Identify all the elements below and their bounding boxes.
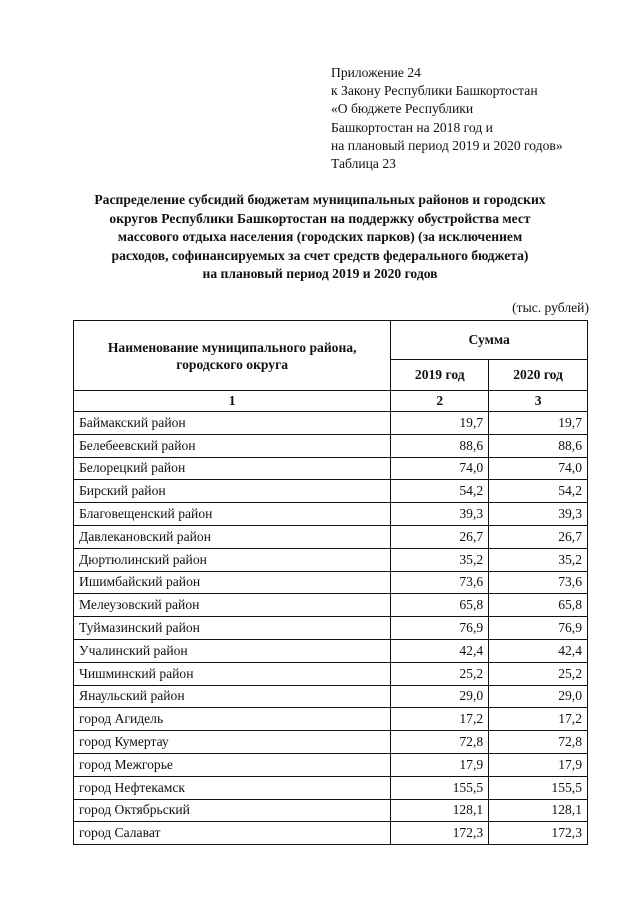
row-value-2020: 88,6 (489, 434, 588, 457)
appendix-line: Башкортостан на 2018 год и (331, 119, 493, 135)
appendix-line: к Закону Республики Башкортостан (331, 83, 538, 99)
table-row (74, 412, 588, 435)
header-year-2019: 2019 год (391, 360, 489, 391)
row-name: город Нефтекамск (74, 776, 391, 799)
row-value-2019: 172,3 (391, 822, 489, 845)
row-name: город Агидель (74, 708, 391, 731)
row-name: Баймакский район (74, 412, 391, 435)
header-sum: Сумма (391, 321, 588, 360)
row-value-2019: 73,6 (391, 571, 489, 594)
row-name: Чишминский район (74, 662, 391, 685)
row-value-2019: 25,2 (391, 662, 489, 685)
row-value-2019: 26,7 (391, 525, 489, 548)
row-name: Мелеузовский район (74, 594, 391, 617)
row-value-2020: 54,2 (489, 480, 588, 503)
table-row (74, 480, 588, 503)
title-line: округов Республики Башкортостан на поддержку обустройства мест (109, 210, 531, 226)
row-value-2019: 17,9 (391, 753, 489, 776)
row-value-2020: 25,2 (489, 662, 588, 685)
row-name: Янаульский район (74, 685, 391, 708)
row-value-2020: 73,6 (489, 571, 588, 594)
row-value-2020: 29,0 (489, 685, 588, 708)
row-value-2019: 42,4 (391, 639, 489, 662)
title-line: на плановый период 2019 и 2020 годов (202, 266, 438, 282)
units-label: (тыс. рублей) (512, 300, 589, 315)
appendix-line: на плановый период 2019 и 2020 годов» (331, 137, 563, 153)
table-row (74, 731, 588, 754)
row-value-2020: 74,0 (489, 457, 588, 480)
table-row (74, 434, 588, 457)
row-name: Ишимбайский район (74, 571, 391, 594)
table-row (74, 457, 588, 480)
row-name: Благовещенский район (74, 503, 391, 526)
row-value-2020: 26,7 (489, 525, 588, 548)
header-year-2020: 2020 год (489, 360, 588, 391)
row-value-2019: 88,6 (391, 434, 489, 457)
table-row (74, 753, 588, 776)
row-value-2020: 17,2 (489, 708, 588, 731)
row-name: город Кумертау (74, 731, 391, 754)
row-value-2019: 155,5 (391, 776, 489, 799)
column-number: 1 (74, 391, 391, 412)
row-name: Белорецкий район (74, 457, 391, 480)
row-value-2019: 65,8 (391, 594, 489, 617)
row-value-2020: 17,9 (489, 753, 588, 776)
table-row (74, 617, 588, 640)
row-value-2019: 39,3 (391, 503, 489, 526)
table-row (74, 662, 588, 685)
row-name: город Октябрьский (74, 799, 391, 822)
table-body (74, 412, 588, 845)
document-title (60, 191, 580, 284)
row-value-2019: 128,1 (391, 799, 489, 822)
row-value-2019: 17,2 (391, 708, 489, 731)
title-line: расходов, софинансируемых за счет средств федерального бюджета) (111, 247, 529, 263)
appendix-line: Приложение 24 (331, 65, 421, 80)
column-number: 3 (489, 391, 588, 412)
row-value-2019: 29,0 (391, 685, 489, 708)
appendix-reference (331, 64, 563, 173)
row-name: Давлекановский район (74, 525, 391, 548)
row-value-2020: 172,3 (489, 822, 588, 845)
row-value-2020: 128,1 (489, 799, 588, 822)
row-value-2019: 54,2 (391, 480, 489, 503)
row-value-2020: 155,5 (489, 776, 588, 799)
title-line: Распределение субсидий бюджетам муниципальных районов и городских (94, 192, 546, 207)
column-number: 2 (391, 391, 489, 412)
row-value-2020: 42,4 (489, 639, 588, 662)
row-value-2020: 19,7 (489, 412, 588, 435)
subsidy-table (73, 320, 588, 845)
row-value-2019: 19,7 (391, 412, 489, 435)
table-row (74, 776, 588, 799)
row-name: Белебеевский район (74, 434, 391, 457)
row-value-2019: 35,2 (391, 548, 489, 571)
table-row (74, 594, 588, 617)
appendix-line: «О бюджете Республики (331, 101, 474, 117)
table-row (74, 708, 588, 731)
row-name: город Межгорье (74, 753, 391, 776)
table-row (74, 525, 588, 548)
table-row (74, 639, 588, 662)
row-value-2019: 74,0 (391, 457, 489, 480)
row-name: Учалинский район (74, 639, 391, 662)
row-name: Бирский район (74, 480, 391, 503)
row-value-2020: 65,8 (489, 594, 588, 617)
table-row (74, 685, 588, 708)
table-row (74, 503, 588, 526)
row-value-2020: 39,3 (489, 503, 588, 526)
row-name: город Салават (74, 822, 391, 845)
table-number: Таблица 23 (331, 156, 396, 172)
table-row (74, 548, 588, 571)
row-value-2019: 72,8 (391, 731, 489, 754)
row-name: Дюртюлинский район (74, 548, 391, 571)
title-line: массового отдыха населения (городских парков) (за исключением (117, 229, 523, 245)
table-row (74, 822, 588, 845)
row-name: Туймазинский район (74, 617, 391, 640)
row-value-2019: 76,9 (391, 617, 489, 640)
header-name: Наименование муниципального района, городского округа (74, 321, 391, 391)
table-row (74, 799, 588, 822)
row-value-2020: 72,8 (489, 731, 588, 754)
row-value-2020: 35,2 (489, 548, 588, 571)
table-row (74, 571, 588, 594)
row-value-2020: 76,9 (489, 617, 588, 640)
